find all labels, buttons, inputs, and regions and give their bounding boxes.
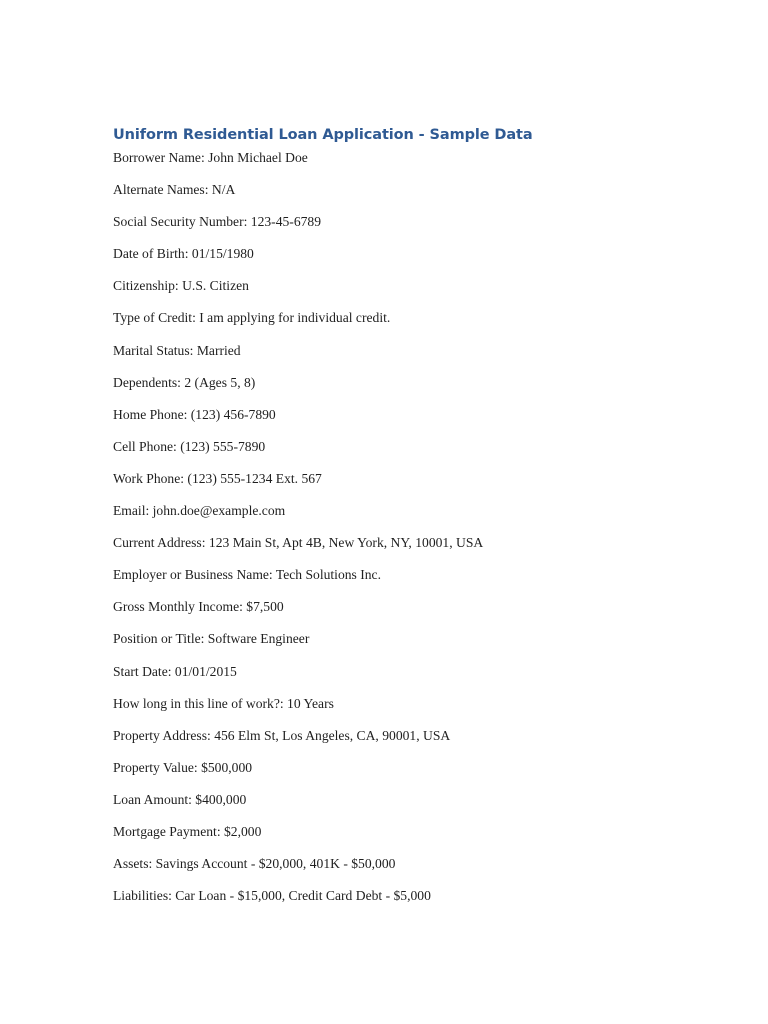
marital-status-line: Marital Status: Married [113, 342, 241, 358]
document-title: Uniform Residential Loan Application - Sample Data [113, 127, 533, 143]
start-date-line: Start Date: 01/01/2015 [113, 663, 237, 679]
work-phone-line: Work Phone: (123) 555-1234 Ext. 567 [113, 470, 322, 486]
citizenship-line: Citizenship: U.S. Citizen [113, 278, 249, 294]
position-title-line: Position or Title: Software Engineer [113, 631, 310, 647]
email-line: Email: john.doe@example.com [113, 503, 286, 519]
home-phone-line: Home Phone: (123) 456-7890 [113, 406, 276, 422]
type-of-credit-line: Type of Credit: I am applying for individual credit. [113, 310, 391, 326]
assets-line: Assets: Savings Account - $20,000, 401K - $50,000 [113, 856, 396, 872]
borrower-name-line: Borrower Name: John Michael Doe [113, 150, 308, 165]
years-in-work-line: How long in this line of work?: 10 Years [113, 695, 334, 711]
mortgage-payment-line: Mortgage Payment: $2,000 [113, 823, 262, 839]
cell-phone-line: Cell Phone: (123) 555-7890 [113, 438, 266, 454]
loan-amount-line: Loan Amount: $400,000 [113, 791, 247, 807]
alternate-names-line: Alternate Names: N/A [113, 182, 236, 198]
employer-line: Employer or Business Name: Tech Solutions Inc. [113, 567, 381, 583]
property-value-line: Property Value: $500,000 [113, 759, 253, 775]
date-of-birth-line: Date of Birth: 01/15/1980 [113, 246, 254, 262]
field-list [113, 148, 733, 918]
ssn-line: Social Security Number: 123-45-6789 [113, 214, 322, 230]
current-address-line: Current Address: 123 Main St, Apt 4B, New York, NY, 10001, USA [113, 535, 484, 551]
document-content [113, 122, 733, 918]
dependents-line: Dependents: 2 (Ages 5, 8) [113, 374, 256, 390]
liabilities-line: Liabilities: Car Loan - $15,000, Credit Card Debt - $5,000 [113, 888, 431, 904]
gross-monthly-income-line: Gross Monthly Income: $7,500 [113, 599, 284, 615]
property-address-line: Property Address: 456 Elm St, Los Angeles, CA, 90001, USA [113, 727, 451, 743]
